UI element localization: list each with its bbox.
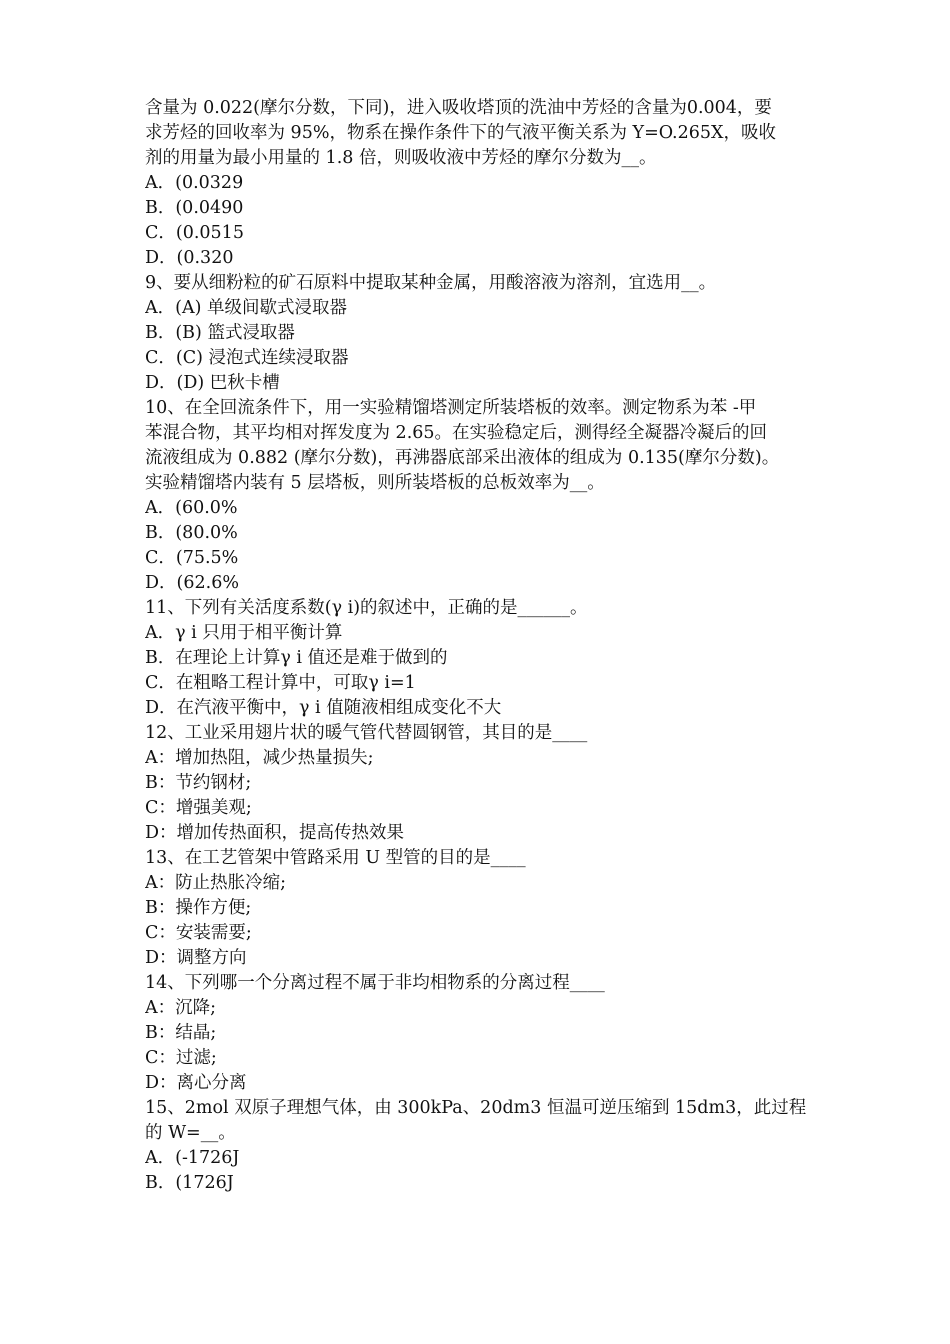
question-14-option-a: A：沉降; — [145, 998, 217, 1018]
question-11-option-c: C．在粗略工程计算中，可取γ i=1 — [145, 673, 416, 693]
question-8 — [145, 96, 810, 271]
question-9-option-d: D．(D) 巴秋卡槽 — [145, 373, 280, 393]
question-12-stem: 12、工业采用翅片状的暖气管代替圆钢管，其目的是____ — [145, 723, 588, 743]
question-13 — [145, 846, 810, 971]
question-11 — [145, 596, 810, 721]
question-8-option-d: D．(0.320 — [145, 248, 234, 268]
question-14-option-b: B：结晶; — [145, 1023, 217, 1043]
question-13-option-d: D：调整方向 — [145, 948, 247, 968]
question-12-option-c: C：增强美观; — [145, 798, 252, 818]
question-11-stem: 11、下列有关活度系数(γ i)的叙述中，正确的是______。 — [145, 598, 588, 618]
question-10-stem-line: 10、在全回流条件下，用一实验精馏塔测定所装塔板的效率。测定物系为苯 -甲 — [145, 398, 757, 418]
question-15-stem-line: 的 W=__。 — [145, 1123, 236, 1143]
question-10 — [145, 396, 810, 596]
question-15-stem-line: 15、2mol 双原子理想气体，由 300kPa、20dm3 恒温可逆压缩到 15dm3，此过程 — [145, 1098, 807, 1118]
question-10-option-a: A．(60.0% — [145, 498, 238, 518]
question-8-option-b: B．(0.0490 — [145, 198, 244, 218]
question-14 — [145, 971, 810, 1096]
question-11-option-a: A．γ i 只用于相平衡计算 — [145, 623, 343, 643]
question-9 — [145, 271, 810, 396]
question-13-option-c: C：安装需要; — [145, 923, 252, 943]
question-8-option-a: A．(0.0329 — [145, 173, 244, 193]
question-8-stem-line: 求芳烃的回收率为 95%，物系在操作条件下的气液平衡关系为 Y=O.265X，吸收 — [145, 123, 776, 143]
question-10-stem-line: 实验精馏塔内装有 5 层塔板，则所装塔板的总板效率为__。 — [145, 473, 605, 493]
question-10-stem-line: 苯混合物，其平均相对挥发度为 2.65。在实验稳定后，测得经全凝器冷凝后的回 — [145, 423, 768, 443]
question-13-option-b: B：操作方便; — [145, 898, 252, 918]
question-14-stem: 14、下列哪一个分离过程不属于非均相物系的分离过程____ — [145, 973, 605, 993]
question-13-stem: 13、在工艺管架中管路采用 U 型管的目的是____ — [145, 848, 526, 868]
question-11-option-d: D．在汽液平衡中，γ i 值随液相组成变化不大 — [145, 698, 502, 718]
question-10-option-c: C．(75.5% — [145, 548, 239, 568]
question-9-stem: 9、要从细粉粒的矿石原料中提取某种金属，用酸溶液为溶剂，宜选用__。 — [145, 273, 717, 293]
question-10-option-d: D．(62.6% — [145, 573, 239, 593]
question-14-option-c: C：过滤; — [145, 1048, 217, 1068]
question-15 — [145, 1096, 810, 1196]
question-12-option-a: A：增加热阻，减少热量损失; — [145, 748, 374, 768]
question-9-option-a: A．(A) 单级间歇式浸取器 — [145, 298, 347, 318]
question-15-option-a: A．(-1726J — [145, 1148, 240, 1168]
question-13-option-a: A：防止热胀冷缩; — [145, 873, 287, 893]
question-10-stem-line: 流液组成为 0.882 (摩尔分数)，再沸器底部采出液体的组成为 0.135(摩尔分数)。 — [145, 448, 780, 468]
document-body — [145, 96, 810, 1196]
question-11-option-b: B．在理论上计算γ i 值还是难于做到的 — [145, 648, 448, 668]
question-12 — [145, 721, 810, 846]
question-9-option-b: B．(B) 篮式浸取器 — [145, 323, 295, 343]
question-8-stem-line: 含量为 0.022(摩尔分数，下同)，进入吸收塔顶的洗油中芳烃的含量为0.004，要 — [145, 98, 772, 118]
question-15-option-b: B．(1726J — [145, 1173, 234, 1193]
question-9-option-c: C．(C) 浸泡式连续浸取器 — [145, 348, 349, 368]
question-12-option-d: D：增加传热面积，提高传热效果 — [145, 823, 405, 843]
question-10-option-b: B．(80.0% — [145, 523, 238, 543]
question-12-option-b: B：节约钢材; — [145, 773, 252, 793]
question-8-option-c: C．(0.0515 — [145, 223, 244, 243]
question-14-option-d: D：离心分离 — [145, 1073, 247, 1093]
question-8-stem-line: 剂的用量为最小用量的 1.8 倍，则吸收液中芳烃的摩尔分数为__。 — [145, 148, 657, 168]
